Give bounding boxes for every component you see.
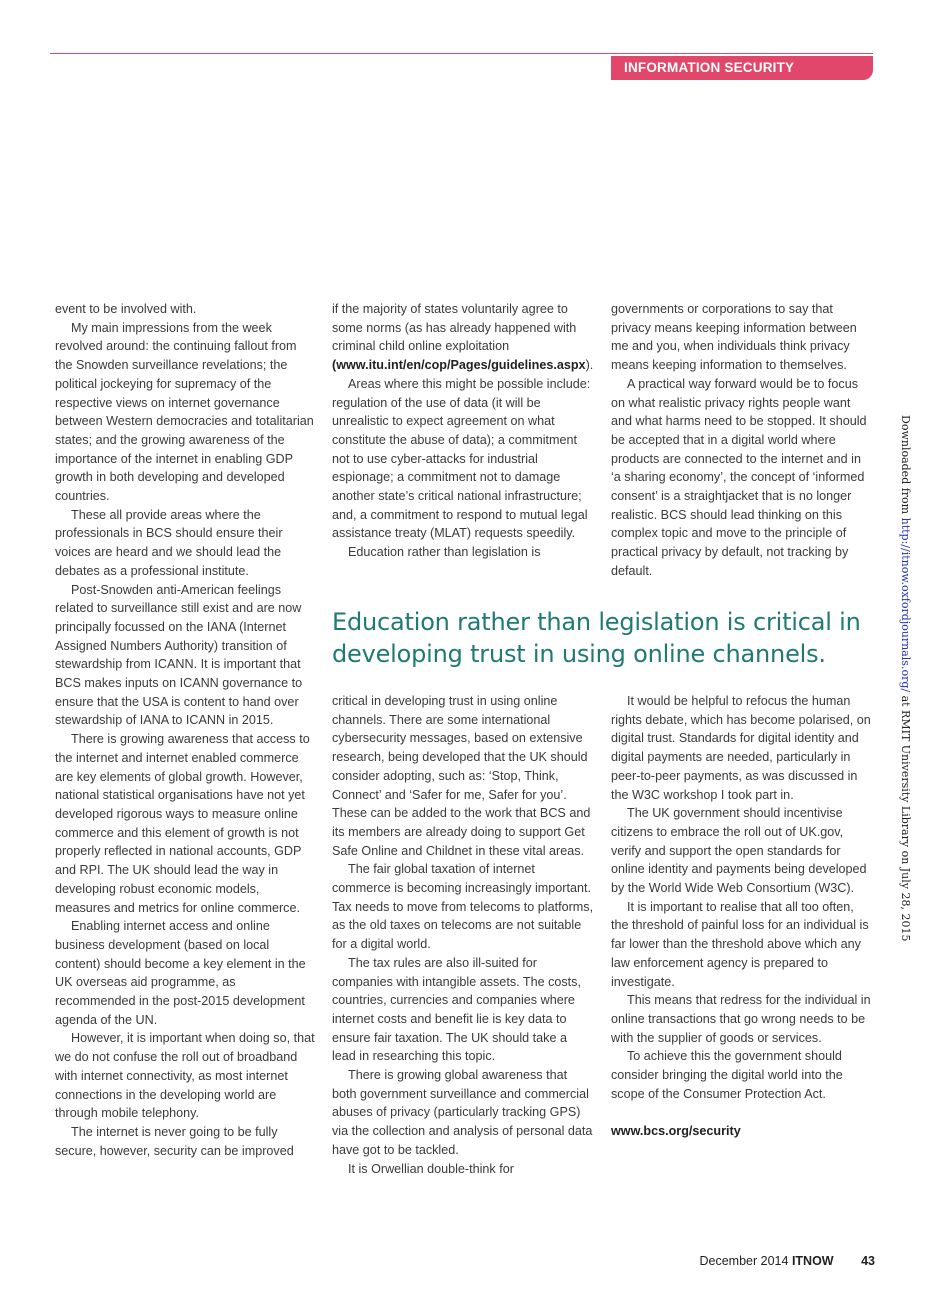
- paragraph: Education rather than legislation is: [348, 545, 541, 560]
- paragraph: These all provide areas where the professionals in BCS should ensure their voices are heard and we should lead the debates as a professional institute.: [55, 507, 283, 578]
- download-note-prefix: Downloaded from: [899, 415, 912, 518]
- page-number: 43: [861, 1254, 875, 1268]
- paragraph: governments or corporations to say that privacy means keeping information between me and you, when individuals think privacy means keeping information to themselves.: [611, 302, 857, 373]
- paragraph: My main impressions from the week revolved around: the continuing fallout from the Snowden surveillance revelations; the political jockeying for supremacy of the respective views on internet governance between Western democracies and totalitarian states; and the growing awareness of the importance of the internet in enabling GDP growth in both developing and developed countries.: [55, 320, 314, 504]
- column-2-top: [332, 300, 594, 562]
- footer-date: December 2014: [699, 1254, 789, 1268]
- paragraph: It is important to realise that all too often, the threshold of painful loss for an individual is far lower than the threshold above which any law enforcement agency is prepared to investigate.: [611, 899, 869, 989]
- column-1: [55, 300, 317, 1160]
- paragraph: To achieve this the government should consider bringing the digital world into the scope of the Consumer Protection Act.: [611, 1049, 843, 1101]
- paragraph: The tax rules are also ill-suited for companies with intangible assets. The costs, countries, currencies and companies where internet costs and benefit lie is key data to ensure fair taxation. The UK should take a lead in researching this topic.: [332, 955, 581, 1064]
- column-2-bottom: [332, 692, 594, 1178]
- download-note-suffix: at RMIT University Library on July 28, 2015: [899, 692, 912, 942]
- section-label: INFORMATION SECURITY: [611, 56, 873, 80]
- paragraph: It would be helpful to refocus the human rights debate, which has become polarised, on digital trust. Standards for digital identity and digital payments are needed, particularly in peer-to-peer payments, as was discussed in the W3C workshop I took part in.: [611, 694, 871, 802]
- column-3-bottom: [611, 692, 873, 1141]
- download-note: [898, 415, 912, 942]
- paragraph: However, it is important when doing so, that we do not confuse the roll out of broadband with internet connectivity, as most internet connections in the developing world are through mobile telephony.: [55, 1031, 315, 1121]
- paragraph: This means that redress for the individual in online transactions that go wrong needs to be with the supplier of goods or services.: [611, 993, 871, 1045]
- paragraph-text: if the majority of states voluntarily agree to some norms (as has already happened with criminal child online exploitation: [332, 302, 577, 354]
- paragraph: A practical way forward would be to focus on what realistic privacy rights people want and what harms need to be stopped. It should be accepted that in a digital world where products are connected to the internet and in ‘a sharing economy’, the concept of ‘informed consent’ is a straightjacket that is no longer realistic. BCS should lead thinking on this complex topic and move to the principle of practical privacy by default, not tracking by default.: [611, 376, 867, 578]
- paragraph: critical in developing trust in using online channels. There are some international cybersecurity messages, based on extensive research, being developed that the UK should consider adopting, such as: ‘Stop, Think, Connect’ and ‘Safer for me, Safer for you’. These can be added to the work that BCS and its members are already doing to support Get Safe Online and Childnet in these vital areas.: [332, 694, 591, 858]
- paragraph: Areas where this might be possible include: regulation of the use of data (it will be unrealistic to expect agreement on what constitute the abuse of data); a commitment not to use cyber-attacks for industrial espionage; a commitment not to damage another state’s critical national infrastructure; and, a commitment to respond to mutual legal assistance treaty (MLAT) requests speedily.: [332, 376, 591, 541]
- bcs-security-link[interactable]: www.bcs.org/security: [611, 1124, 741, 1139]
- header-rule: [50, 53, 873, 54]
- paragraph: There is growing global awareness that both government surveillance and commercial abuses of privacy (particularly tracking GPS) via the collection and analysis of personal data have got to be tackled.: [332, 1068, 593, 1157]
- download-note-url[interactable]: http://itnow.oxfordjournals.org/: [899, 517, 912, 693]
- guidelines-link[interactable]: (www.itu.int/en/cop/Pages/guidelines.aspx: [332, 358, 586, 373]
- column-3-top: [611, 300, 873, 581]
- paragraph: The UK government should incentivise citizens to embrace the roll out of UK.gov, verify and support the open standards for online identity and payments being developed by the World Wide Web Consortium (W3C).: [611, 806, 867, 896]
- footer-brand: ITNOW: [791, 1254, 834, 1268]
- paragraph: Post-Snowden anti-American feelings related to surveillance still exist and are now principally focussed on the IANA (Internet Assigned Numbers Authority) transition of stewardship from ICANN. It is important that BCS makes inputs on ICANN governance to ensure that the USA is content to hand over stewardship of IANA to ICANN in 2015.: [55, 582, 303, 728]
- paragraph: Enabling internet access and online business development (based on local content) should become a key element in the UK overseas aid programme, as recommended in the post-2015 development agenda of the UN.: [55, 919, 306, 1027]
- pull-quote: Education rather than legislation is critical in developing trust in using online channels.: [332, 608, 861, 668]
- paragraph: The internet is never going to be fully secure, however, security can be improved: [55, 1124, 294, 1158]
- paragraph: The fair global taxation of internet commerce is becoming increasingly important. Tax needs to move from telecoms to platforms, as the old taxes on telecoms are not suitable for a digital world.: [332, 862, 594, 952]
- paragraph: event to be involved with.: [55, 302, 197, 316]
- page-footer: [700, 1254, 876, 1268]
- paragraph: It is Orwellian double-think for: [348, 1161, 514, 1176]
- paragraph: There is growing awareness that access to the internet and internet enabled commerce are key elements of global growth. However, national statistical organisations have not yet developed rigorous ways to measure online commerce and this element of growth is not properly reflected in national accounts, GDP and RPI. The UK should lead the way in developing robust economic models, measures and metrics for online commerce.: [55, 732, 310, 915]
- paragraph-end: ).: [585, 358, 594, 373]
- paragraph: [332, 300, 594, 375]
